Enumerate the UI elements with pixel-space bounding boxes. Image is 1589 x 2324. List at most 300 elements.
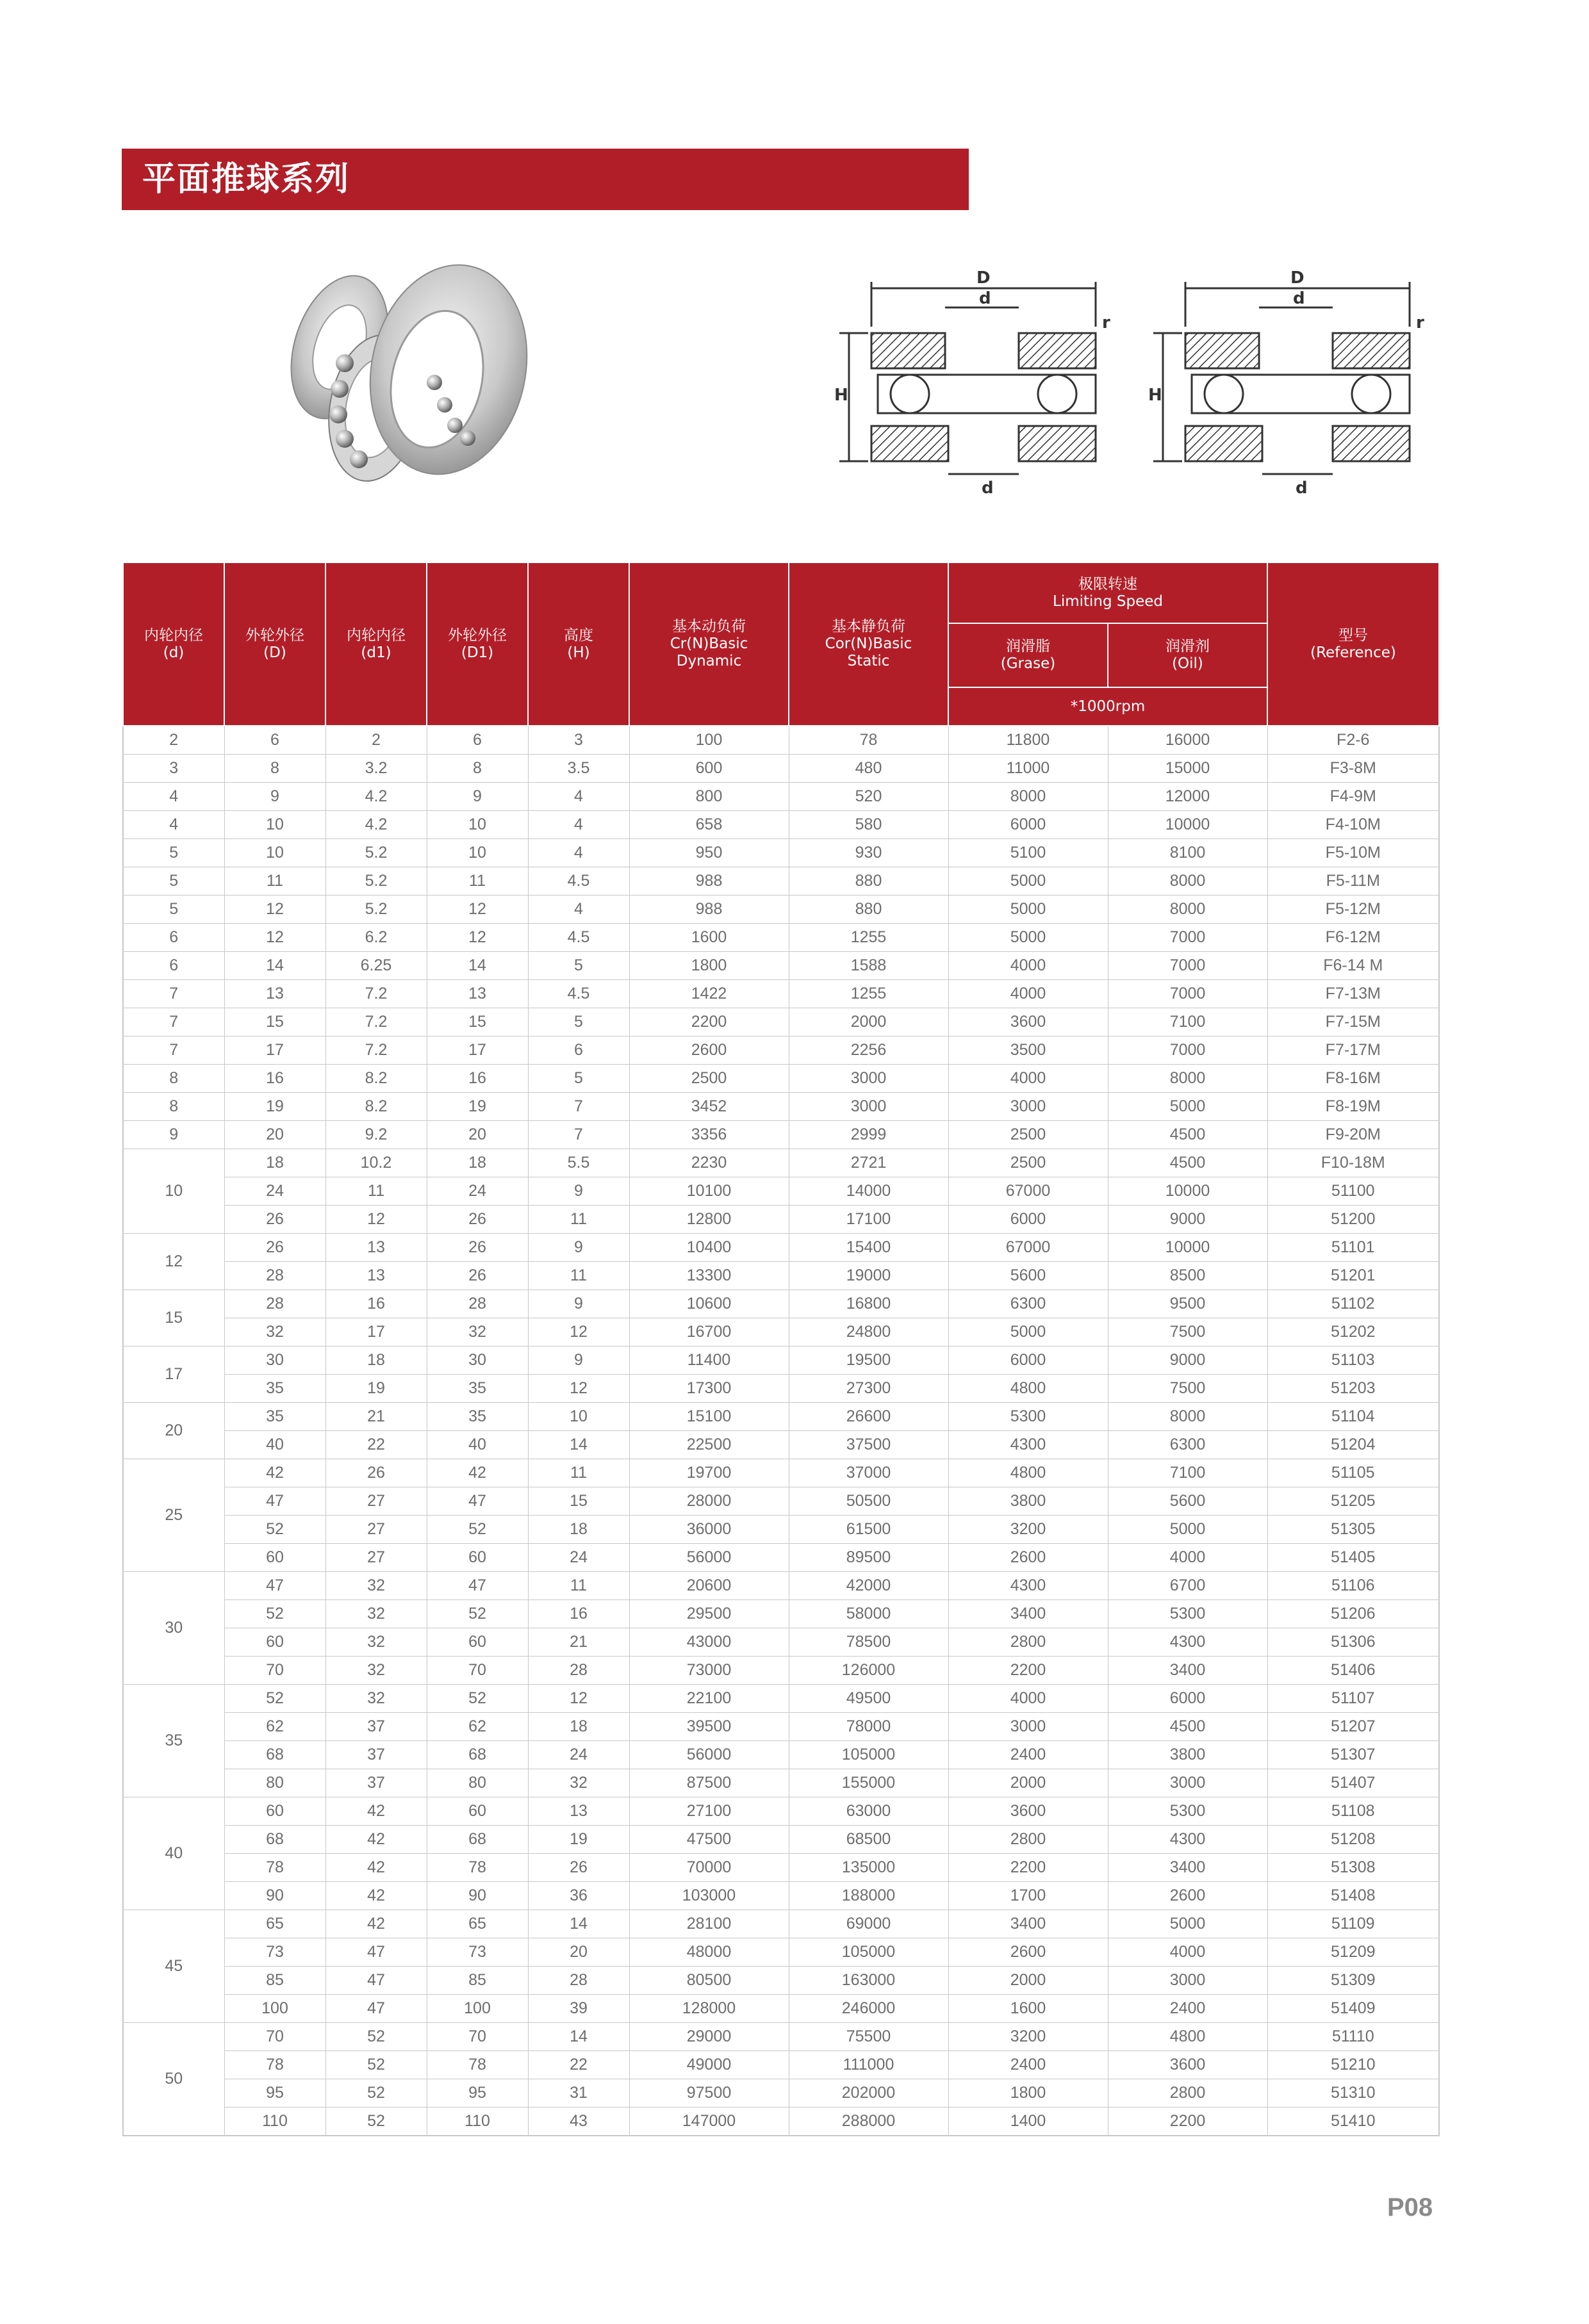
cell-static-load: 49500 [789,1685,948,1713]
cell-oil-speed: 7500 [1108,1318,1267,1346]
cell-D1: 24 [427,1177,528,1206]
cell-H: 12 [528,1685,629,1713]
label-r-2: r [1416,313,1424,332]
table-row [123,1713,1439,1741]
cell-dynamic-load: 17300 [629,1375,789,1403]
cell-D: 78 [224,2051,325,2079]
cell-reference: 51308 [1267,1854,1439,1882]
cell-D1: 100 [427,1995,528,2023]
bearing-spec-table [122,562,1440,2136]
cell-reference: 51101 [1267,1234,1439,1262]
cell-d1: 37 [325,1713,427,1741]
cell-static-load: 50500 [789,1487,948,1516]
cell-H: 15 [528,1487,629,1516]
table-row [123,1995,1439,2023]
cell-oil-speed: 5000 [1108,1516,1267,1544]
cell-D1: 47 [427,1572,528,1600]
cell-D1: 80 [427,1769,528,1797]
header-D: 外轮外径 (D) [224,562,325,726]
cell-reference: F5-10M [1267,839,1439,867]
cell-oil-speed: 16000 [1108,726,1267,755]
table-row [123,1346,1439,1375]
cell-grease-speed: 2800 [948,1826,1108,1854]
cell-H: 4.5 [528,867,629,896]
cell-inner-diameter: 17 [123,1346,224,1403]
cell-D: 16 [224,1065,325,1093]
cell-dynamic-load: 12800 [629,1206,789,1234]
cell-d1: 47 [325,1967,427,1995]
cell-inner-diameter: 8 [123,1093,224,1121]
cell-inner-diameter: 3 [123,755,224,783]
cell-reference: 51102 [1267,1290,1439,1318]
cell-oil-speed: 4300 [1108,1628,1267,1657]
cell-H: 6 [528,1036,629,1065]
cell-d1: 5.2 [325,867,427,896]
table-row [123,1290,1439,1318]
title-bar [122,149,969,210]
cell-D: 11 [224,867,325,896]
cell-oil-speed: 4300 [1108,1826,1267,1854]
cell-reference: 51107 [1267,1685,1439,1713]
cell-grease-speed: 1800 [948,2079,1108,2107]
cell-H: 9 [528,1346,629,1375]
cell-grease-speed: 4800 [948,1459,1108,1487]
cell-dynamic-load: 2200 [629,1008,789,1036]
cell-dynamic-load: 13300 [629,1262,789,1290]
cell-D: 14 [224,952,325,980]
cell-D1: 78 [427,1854,528,1882]
cell-grease-speed: 4800 [948,1375,1108,1403]
cell-H: 13 [528,1797,629,1826]
cell-reference: 51306 [1267,1628,1439,1657]
cell-d1: 52 [325,2107,427,2136]
cell-reference: 51206 [1267,1600,1439,1628]
cell-inner-diameter: 50 [123,2023,224,2136]
cell-D1: 62 [427,1713,528,1741]
cell-d1: 9.2 [325,1121,427,1149]
cell-oil-speed: 8500 [1108,1262,1267,1290]
cell-H: 14 [528,2023,629,2051]
header-d: 内轮内径 (d) [123,562,224,726]
label-d-bottom-2: d [1296,479,1308,498]
cell-oil-speed: 3600 [1108,2051,1267,2079]
table-row [123,1065,1439,1093]
cell-dynamic-load: 128000 [629,1995,789,2023]
cell-dynamic-load: 97500 [629,2079,789,2107]
cell-static-load: 69000 [789,1910,948,1938]
cell-reference: F5-12M [1267,896,1439,924]
cell-D1: 65 [427,1910,528,1938]
cell-grease-speed: 5000 [948,1318,1108,1346]
header-reference: 型号 (Reference) [1267,562,1439,726]
cell-H: 4.5 [528,980,629,1008]
cell-inner-diameter: 7 [123,980,224,1008]
cell-reference: 51405 [1267,1544,1439,1572]
cell-reference: 51309 [1267,1967,1439,1995]
cell-oil-speed: 5300 [1108,1600,1267,1628]
cell-D1: 95 [427,2079,528,2107]
cell-static-load: 15400 [789,1234,948,1262]
cell-d1: 42 [325,1797,427,1826]
cell-D1: 32 [427,1318,528,1346]
cell-H: 9 [528,1290,629,1318]
cell-oil-speed: 15000 [1108,755,1267,783]
cell-D: 13 [224,980,325,1008]
cell-grease-speed: 4000 [948,980,1108,1008]
cell-static-load: 61500 [789,1516,948,1544]
cell-D: 60 [224,1797,325,1826]
cell-reference: 51100 [1267,1177,1439,1206]
cell-d1: 2 [325,726,427,755]
cell-static-load: 1255 [789,924,948,952]
label-D-2: D [1290,269,1305,288]
cell-static-load: 520 [789,783,948,811]
table-row [123,2079,1439,2107]
cell-reference: 51407 [1267,1769,1439,1797]
cell-H: 28 [528,1657,629,1685]
table-row [123,726,1439,755]
cell-H: 11 [528,1459,629,1487]
header-d1: 内轮内径 (d1) [325,562,427,726]
cell-inner-diameter: 10 [123,1149,224,1234]
cell-reference: F7-13M [1267,980,1439,1008]
cell-D: 17 [224,1036,325,1065]
cell-d1: 26 [325,1459,427,1487]
cell-dynamic-load: 1422 [629,980,789,1008]
cell-grease-speed: 2200 [948,1854,1108,1882]
cell-reference: 51110 [1267,2023,1439,2051]
cell-D: 18 [224,1149,325,1177]
table-row [123,2107,1439,2136]
cell-D: 42 [224,1459,325,1487]
table-row [123,1121,1439,1149]
cell-grease-speed: 11800 [948,726,1108,755]
table-row [123,1516,1439,1544]
cell-H: 43 [528,2107,629,2136]
cell-static-load: 480 [789,755,948,783]
header-static-load: 基本静负荷 Cor(N)Basic Static [789,562,948,726]
cell-d1: 21 [325,1403,427,1431]
table-row [123,1544,1439,1572]
cell-static-load: 188000 [789,1882,948,1910]
cell-oil-speed: 4500 [1108,1149,1267,1177]
cell-D: 90 [224,1882,325,1910]
cell-static-load: 2721 [789,1149,948,1177]
cell-D: 30 [224,1346,325,1375]
cell-D1: 68 [427,1826,528,1854]
cell-D1: 60 [427,1628,528,1657]
cell-D1: 110 [427,2107,528,2136]
cell-d1: 32 [325,1572,427,1600]
cell-D1: 30 [427,1346,528,1375]
cell-D: 28 [224,1262,325,1290]
cell-grease-speed: 2000 [948,1967,1108,1995]
cell-dynamic-load: 11400 [629,1346,789,1375]
cell-d1: 42 [325,1854,427,1882]
cell-H: 4 [528,839,629,867]
cell-static-load: 19500 [789,1346,948,1375]
cell-H: 5.5 [528,1149,629,1177]
cell-H: 3 [528,726,629,755]
table-body [123,726,1439,2136]
cell-D1: 42 [427,1459,528,1487]
cell-D1: 52 [427,1600,528,1628]
cell-D: 70 [224,1657,325,1685]
cell-grease-speed: 4300 [948,1572,1108,1600]
cell-H: 31 [528,2079,629,2107]
cell-dynamic-load: 147000 [629,2107,789,2136]
cell-reference: F9-20M [1267,1121,1439,1149]
cell-dynamic-load: 658 [629,811,789,839]
cell-inner-diameter: 45 [123,1910,224,2023]
cell-d1: 5.2 [325,896,427,924]
cell-reference: 51305 [1267,1516,1439,1544]
cell-grease-speed: 4300 [948,1431,1108,1459]
cell-D1: 6 [427,726,528,755]
cell-static-load: 58000 [789,1600,948,1628]
table-row [123,783,1439,811]
cell-oil-speed: 4000 [1108,1544,1267,1572]
label-H-2: H [1148,386,1162,405]
cell-dynamic-load: 87500 [629,1769,789,1797]
cell-d1: 4.2 [325,811,427,839]
cell-inner-diameter: 7 [123,1008,224,1036]
cell-grease-speed: 6300 [948,1290,1108,1318]
cell-d1: 47 [325,1938,427,1967]
cell-reference: F6-14 M [1267,952,1439,980]
cell-static-load: 27300 [789,1375,948,1403]
cell-D1: 90 [427,1882,528,1910]
cell-reference: 51109 [1267,1910,1439,1938]
cell-grease-speed: 3600 [948,1008,1108,1036]
cell-dynamic-load: 1600 [629,924,789,952]
cell-D1: 70 [427,1657,528,1685]
cell-static-load: 2999 [789,1121,948,1149]
cell-H: 24 [528,1544,629,1572]
cell-D: 100 [224,1995,325,2023]
cell-grease-speed: 2500 [948,1149,1108,1177]
cell-dynamic-load: 22100 [629,1685,789,1713]
table-row [123,1910,1439,1938]
cell-d1: 32 [325,1628,427,1657]
cell-static-load: 580 [789,811,948,839]
cell-inner-diameter: 25 [123,1459,224,1572]
cell-grease-speed: 6000 [948,811,1108,839]
cell-static-load: 42000 [789,1572,948,1600]
cell-dynamic-load: 49000 [629,2051,789,2079]
cell-D: 60 [224,1628,325,1657]
cell-static-load: 105000 [789,1741,948,1769]
cell-grease-speed: 6000 [948,1206,1108,1234]
dimension-diagram [820,269,1448,509]
cell-oil-speed: 3000 [1108,1769,1267,1797]
table-row [123,1769,1439,1797]
cell-dynamic-load: 29000 [629,2023,789,2051]
cell-D1: 52 [427,1685,528,1713]
cell-D: 52 [224,1516,325,1544]
table-row [123,2051,1439,2079]
cell-reference: 51207 [1267,1713,1439,1741]
cell-H: 36 [528,1882,629,1910]
cell-inner-diameter: 40 [123,1797,224,1910]
cell-grease-speed: 67000 [948,1177,1108,1206]
cell-D1: 26 [427,1206,528,1234]
cell-d1: 22 [325,1431,427,1459]
cell-H: 14 [528,1910,629,1938]
cell-d1: 7.2 [325,980,427,1008]
cell-D1: 78 [427,2051,528,2079]
cell-D1: 73 [427,1938,528,1967]
cell-static-load: 1588 [789,952,948,980]
table-row [123,1375,1439,1403]
cell-H: 9 [528,1177,629,1206]
cell-inner-diameter: 2 [123,726,224,755]
cell-dynamic-load: 2600 [629,1036,789,1065]
cell-reference: F5-11M [1267,867,1439,896]
cell-reference: F8-19M [1267,1093,1439,1121]
cell-reference: 51310 [1267,2079,1439,2107]
cell-static-load: 288000 [789,2107,948,2136]
cell-oil-speed: 8000 [1108,1403,1267,1431]
cell-reference: 51406 [1267,1657,1439,1685]
cell-D: 40 [224,1431,325,1459]
cell-H: 10 [528,1403,629,1431]
cell-D1: 35 [427,1375,528,1403]
cell-oil-speed: 2800 [1108,2079,1267,2107]
cell-oil-speed: 9000 [1108,1346,1267,1375]
cell-reference: 51200 [1267,1206,1439,1234]
table-row [123,1854,1439,1882]
cell-D: 35 [224,1403,325,1431]
cell-D: 60 [224,1544,325,1572]
cell-D: 10 [224,811,325,839]
cell-d1: 13 [325,1234,427,1262]
cell-reference: 51210 [1267,2051,1439,2079]
table-row [123,896,1439,924]
cell-D: 9 [224,783,325,811]
table-row [123,839,1439,867]
cell-grease-speed: 2400 [948,1741,1108,1769]
cell-dynamic-load: 73000 [629,1657,789,1685]
cell-static-load: 3000 [789,1065,948,1093]
cell-D1: 26 [427,1234,528,1262]
cell-grease-speed: 5000 [948,924,1108,952]
label-D: D [976,269,991,288]
cell-H: 39 [528,1995,629,2023]
table-row [123,1318,1439,1346]
cell-d1: 32 [325,1600,427,1628]
cell-oil-speed: 4500 [1108,1121,1267,1149]
cell-d1: 32 [325,1657,427,1685]
cell-oil-speed: 8000 [1108,867,1267,896]
cell-D: 15 [224,1008,325,1036]
cell-static-load: 135000 [789,1854,948,1882]
cell-grease-speed: 4000 [948,952,1108,980]
cell-oil-speed: 3800 [1108,1741,1267,1769]
cell-reference: F3-8M [1267,755,1439,783]
table-row [123,1431,1439,1459]
cell-D1: 10 [427,839,528,867]
cell-inner-diameter: 4 [123,811,224,839]
cell-D: 47 [224,1487,325,1516]
cell-reference: 51209 [1267,1938,1439,1967]
cell-inner-diameter: 5 [123,896,224,924]
cell-d1: 18 [325,1346,427,1375]
cell-dynamic-load: 19700 [629,1459,789,1487]
cell-D: 24 [224,1177,325,1206]
cell-grease-speed: 2500 [948,1121,1108,1149]
cell-grease-speed: 1600 [948,1995,1108,2023]
cell-reference: 51204 [1267,1431,1439,1459]
cell-D: 80 [224,1769,325,1797]
cell-grease-speed: 6000 [948,1346,1108,1375]
cell-D1: 28 [427,1290,528,1318]
cell-static-load: 16800 [789,1290,948,1318]
table-row [123,1206,1439,1234]
table-row [123,1093,1439,1121]
label-d-bottom: d [982,479,994,498]
cell-oil-speed: 7000 [1108,952,1267,980]
cell-dynamic-load: 28000 [629,1487,789,1516]
cell-reference: F7-17M [1267,1036,1439,1065]
cell-reference: 51202 [1267,1318,1439,1346]
cell-oil-speed: 7500 [1108,1375,1267,1403]
cell-oil-speed: 2400 [1108,1995,1267,2023]
page-number: P08 [1387,2193,1433,2222]
cell-dynamic-load: 80500 [629,1967,789,1995]
cell-inner-diameter: 6 [123,924,224,952]
cell-grease-speed: 67000 [948,1234,1108,1262]
cell-grease-speed: 2200 [948,1657,1108,1685]
table-row [123,1882,1439,1910]
cell-H: 22 [528,2051,629,2079]
cell-reference: F7-15M [1267,1008,1439,1036]
table-row [123,1967,1439,1995]
cell-D1: 85 [427,1967,528,1995]
cell-dynamic-load: 15100 [629,1403,789,1431]
cell-H: 11 [528,1262,629,1290]
cell-static-load: 111000 [789,2051,948,2079]
cell-oil-speed: 4500 [1108,1713,1267,1741]
cell-inner-diameter: 20 [123,1403,224,1459]
cell-D1: 8 [427,755,528,783]
cell-H: 12 [528,1318,629,1346]
cell-grease-speed: 3200 [948,1516,1108,1544]
cell-D: 28 [224,1290,325,1318]
table-row [123,1403,1439,1431]
table-row [123,1628,1439,1657]
bearing-photo [263,251,570,520]
cell-oil-speed: 12000 [1108,783,1267,811]
table-row [123,1572,1439,1600]
cell-dynamic-load: 10600 [629,1290,789,1318]
cell-reference: F10-18M [1267,1149,1439,1177]
cell-oil-speed: 5000 [1108,1093,1267,1121]
cell-dynamic-load: 43000 [629,1628,789,1657]
cell-dynamic-load: 56000 [629,1544,789,1572]
cell-grease-speed: 5100 [948,839,1108,867]
cell-static-load: 2000 [789,1008,948,1036]
label-H: H [834,386,848,405]
cell-D: 10 [224,839,325,867]
cell-inner-diameter: 30 [123,1572,224,1685]
cell-D1: 18 [427,1149,528,1177]
cell-static-load: 75500 [789,2023,948,2051]
cell-D: 65 [224,1910,325,1938]
page-title: 平面推球系列 [142,160,350,199]
cell-d1: 42 [325,1910,427,1938]
cell-grease-speed: 1700 [948,1882,1108,1910]
